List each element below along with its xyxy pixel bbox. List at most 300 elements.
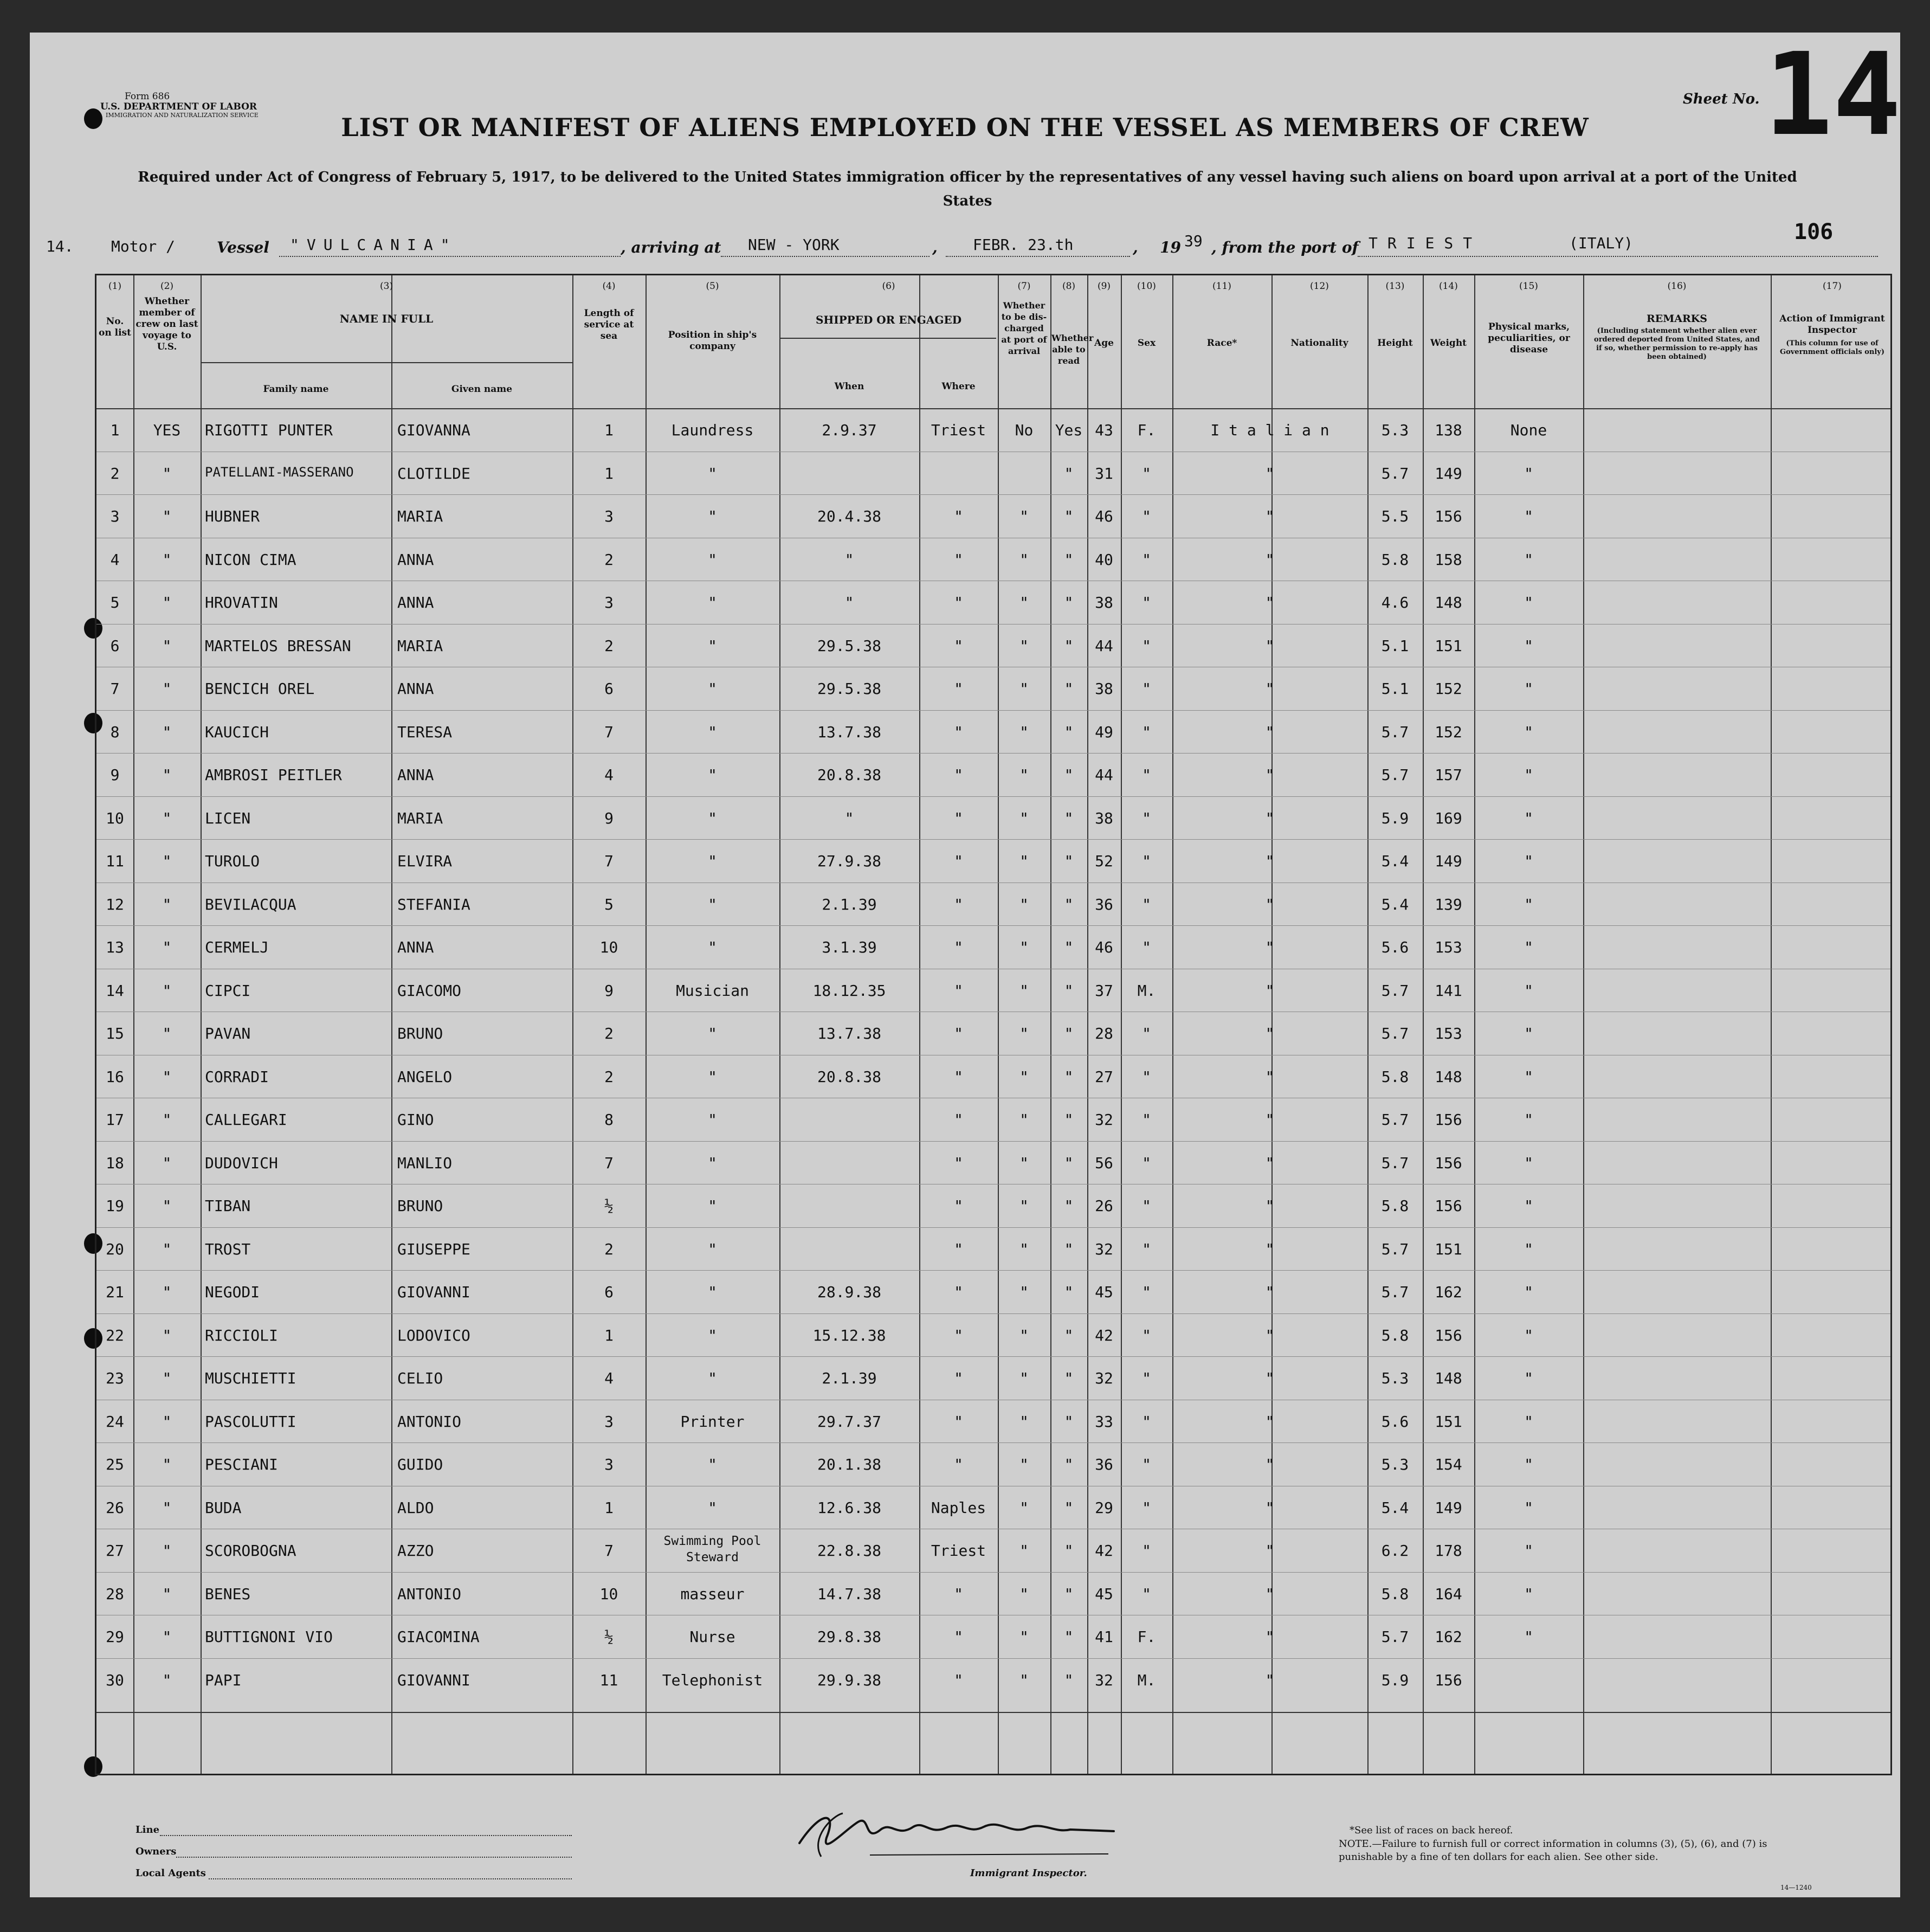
cell-physical: ": [1524, 550, 1533, 569]
cell-where: ": [954, 938, 963, 956]
cell-weight: 152: [1435, 680, 1462, 698]
cell-given: GIOVANNI: [397, 1671, 470, 1689]
cell-member: ": [162, 766, 172, 784]
cell-service: 11: [599, 1671, 618, 1689]
cell-given: GIOVANNA: [397, 421, 470, 439]
cell-read: ": [1064, 550, 1074, 569]
cell-when: 20.8.38: [817, 766, 881, 784]
cell-position: ": [708, 636, 717, 655]
cell-member: ": [162, 1498, 172, 1517]
cell-family: NEGODI: [205, 1283, 260, 1301]
cell-weight: 152: [1435, 723, 1462, 741]
cell-where: ": [954, 636, 963, 655]
shipped-subhead-line: [779, 338, 996, 339]
cell-height: 5.7: [1381, 1111, 1409, 1129]
row-divider: [96, 1313, 1890, 1314]
cell-read: ": [1064, 766, 1074, 784]
cell-physical: None: [1510, 421, 1547, 439]
cell-position: ": [708, 1025, 717, 1042]
cell-given: GIOVANNI: [397, 1283, 470, 1301]
cell-sex: ": [1142, 1025, 1151, 1042]
cell-height: 5.5: [1381, 507, 1409, 525]
cell-when: 28.9.38: [817, 1283, 881, 1301]
cell-member: ": [162, 1154, 172, 1172]
cell-age: 38: [1095, 594, 1113, 611]
cell-no: 16: [106, 1067, 124, 1086]
cell-service: 7: [604, 723, 614, 741]
cell-discharged: ": [1019, 1542, 1029, 1560]
cell-discharged: ": [1019, 938, 1029, 956]
cell-family: TUROLO: [205, 852, 260, 870]
cell-where: Triest: [931, 1542, 986, 1560]
cell-weight: 169: [1435, 809, 1462, 827]
cell-position: ": [708, 1369, 717, 1387]
cell-age: 56: [1095, 1154, 1113, 1172]
cell-age: 46: [1095, 507, 1113, 525]
cell-race: ": [1265, 809, 1275, 827]
col-num: (7): [1017, 281, 1031, 292]
cell-physical: ": [1524, 938, 1533, 956]
cell-service: 2: [604, 1025, 614, 1042]
cell-no: 15: [106, 1025, 124, 1042]
cell-family: RICCIOLI: [205, 1326, 278, 1344]
cell-race: ": [1265, 680, 1275, 698]
cell-family: DUDOVICH: [205, 1154, 278, 1172]
cell-when: ": [844, 809, 854, 827]
cell-position: Musician: [676, 981, 749, 1000]
row-divider: [96, 494, 1890, 495]
header-height: Height: [1377, 338, 1413, 349]
cell-age: 49: [1095, 723, 1113, 741]
cell-when: 29.9.38: [817, 1671, 881, 1689]
cell-no: 7: [110, 680, 120, 698]
cell-no: 2: [110, 464, 120, 482]
cell-no: 17: [106, 1111, 124, 1129]
header-remarks-sub: (Including statement whether alien ever ordered deported from United States, and if so, whether permission to re-apply has been obtained): [1594, 327, 1760, 361]
cell-race: ": [1265, 1197, 1275, 1215]
cell-read: ": [1064, 636, 1074, 655]
cell-family: KAUCICH: [205, 723, 269, 741]
cell-service: 7: [604, 852, 614, 870]
cell-discharged: ": [1019, 723, 1029, 741]
cell-race: ": [1265, 1412, 1275, 1431]
cell-member: ": [162, 1456, 172, 1473]
cell-given: ANGELO: [397, 1067, 453, 1086]
row-divider: [96, 1356, 1890, 1357]
cell-position: ": [708, 723, 717, 741]
cell-position: ": [708, 938, 717, 956]
failure-note: NOTE.—Failure to furnish full or correct information in columns (3), (5), (6), and (7) is punishable by a fine of ten dollars for each alien. See other side.: [1339, 1838, 1767, 1863]
row-divider: [96, 1141, 1890, 1142]
cell-weight: 156: [1435, 1111, 1462, 1129]
cell-sex: ": [1142, 766, 1151, 784]
col-num: (2): [160, 281, 174, 292]
cell-age: 36: [1095, 895, 1113, 913]
cell-no: 26: [106, 1498, 124, 1517]
cell-service: 10: [599, 1585, 618, 1603]
cell-height: 6.2: [1381, 1542, 1409, 1560]
cell-weight: 138: [1435, 421, 1462, 439]
col-num: (8): [1062, 281, 1076, 292]
cell-sex: ": [1142, 1456, 1151, 1473]
cell-service: 6: [604, 1283, 614, 1301]
cell-race: ": [1265, 1240, 1275, 1258]
cell-height: 5.7: [1381, 1025, 1409, 1042]
cell-sex: ": [1142, 1542, 1151, 1560]
col-num: (15): [1519, 281, 1538, 292]
cell-physical: ": [1524, 464, 1533, 482]
cell-sex: ": [1142, 1111, 1151, 1129]
cell-discharged: ": [1019, 550, 1029, 569]
signature-graphic: [789, 1805, 1125, 1865]
cell-where: ": [954, 1326, 963, 1344]
col-num: (17): [1823, 281, 1842, 292]
cell-weight: 139: [1435, 895, 1462, 913]
header-age: Age: [1094, 338, 1114, 349]
cell-height: 5.7: [1381, 981, 1409, 1000]
cell-age: 38: [1095, 809, 1113, 827]
cell-race: ": [1265, 1628, 1275, 1646]
cell-read: ": [1064, 1456, 1074, 1473]
header-discharged: Whether to be dis-charged at port of arrival: [1001, 300, 1047, 356]
header-nationality: Nationality: [1290, 338, 1348, 349]
cell-family: CALLEGARI: [205, 1111, 287, 1129]
cell-family: PASCOLUTTI: [205, 1412, 296, 1431]
cell-weight: 153: [1435, 1025, 1462, 1042]
cell-family: PATELLANI-MASSERANO: [205, 464, 354, 480]
cell-where: ": [954, 507, 963, 525]
cell-discharged: ": [1019, 1412, 1029, 1431]
cell-given: BRUNO: [397, 1025, 443, 1042]
cell-no: 20: [106, 1240, 124, 1258]
cell-where: ": [954, 1025, 963, 1042]
cell-position: masseur: [680, 1585, 745, 1603]
cell-read: ": [1064, 1369, 1074, 1387]
cell-given: MARIA: [397, 809, 443, 827]
cell-physical: ": [1524, 680, 1533, 698]
cell-height: 5.4: [1381, 895, 1409, 913]
cell-race: ": [1265, 1498, 1275, 1517]
cell-discharged: ": [1019, 594, 1029, 611]
cell-where: ": [954, 1671, 963, 1689]
cell-read: Yes: [1055, 421, 1083, 439]
cell-race: ": [1265, 507, 1275, 525]
cell-position: ": [708, 895, 717, 913]
cell-race: ": [1265, 766, 1275, 784]
col-num: (3): [379, 281, 393, 292]
cell-read: ": [1064, 809, 1074, 827]
cell-height: 5.8: [1381, 1585, 1409, 1603]
cell-where: ": [954, 895, 963, 913]
cell-member: ": [162, 938, 172, 956]
cell-family: MARTELOS BRESSAN: [205, 636, 351, 655]
cell-discharged: ": [1019, 895, 1029, 913]
cell-where: ": [954, 1111, 963, 1129]
cell-height: 5.7: [1381, 1283, 1409, 1301]
cell-given: ELVIRA: [397, 852, 453, 870]
cell-position: ": [708, 1111, 717, 1129]
cell-given: ANTONIO: [397, 1585, 462, 1603]
cell-when: ": [844, 594, 854, 611]
cell-sex: ": [1142, 809, 1151, 827]
cell-no: 30: [106, 1671, 124, 1689]
cell-no: 27: [106, 1542, 124, 1560]
cell-no: 1: [110, 421, 120, 439]
cell-sex: ": [1142, 1283, 1151, 1301]
cell-no: 9: [110, 766, 120, 784]
header-whether-member: Whether member of crew on last voyage to U.S.: [135, 296, 198, 352]
cell-when: ": [844, 550, 854, 569]
col-divider: [201, 275, 202, 1774]
cell-position: ": [708, 1154, 717, 1172]
cell-weight: 156: [1435, 1671, 1462, 1689]
col-num: (13): [1385, 281, 1405, 292]
cell-member: ": [162, 1197, 172, 1215]
cell-discharged: ": [1019, 507, 1029, 525]
cell-member: ": [162, 550, 172, 569]
cell-sex: ": [1142, 1326, 1151, 1344]
cell-height: 5.8: [1381, 1067, 1409, 1086]
cell-sex: ": [1142, 636, 1151, 655]
cell-physical: ": [1524, 1154, 1533, 1172]
cell-given: ALDO: [397, 1498, 434, 1517]
cell-physical: ": [1524, 1111, 1533, 1129]
cell-age: 41: [1095, 1628, 1113, 1646]
cell-read: ": [1064, 938, 1074, 956]
cell-height: 4.6: [1381, 594, 1409, 611]
cell-service: 3: [604, 507, 614, 525]
header-name-in-full: NAME IN FULL: [339, 312, 434, 325]
cell-age: 40: [1095, 550, 1113, 569]
cell-weight: 178: [1435, 1542, 1462, 1560]
cell-height: 5.8: [1381, 1197, 1409, 1215]
cell-physical: ": [1524, 895, 1533, 913]
cell-weight: 151: [1435, 636, 1462, 655]
cell-discharged: ": [1019, 1498, 1029, 1517]
cell-height: 5.1: [1381, 680, 1409, 698]
cell-race: ": [1265, 1154, 1275, 1172]
cell-physical: ": [1524, 1628, 1533, 1646]
cell-position: Swimming Pool Steward: [663, 1534, 761, 1564]
cell-weight: 154: [1435, 1456, 1462, 1473]
cell-height: 5.7: [1381, 464, 1409, 482]
motor-label: Motor /: [111, 237, 176, 255]
cell-member: ": [162, 852, 172, 870]
list-prefix: 14.: [46, 237, 74, 255]
cell-when: 3.1.39: [822, 938, 877, 956]
row-divider: [96, 1227, 1890, 1228]
cell-service: 2: [604, 1067, 614, 1086]
cell-race: ": [1265, 464, 1275, 482]
cell-read: ": [1064, 464, 1074, 482]
cell-family: TROST: [205, 1240, 251, 1258]
cell-where: ": [954, 1585, 963, 1603]
cell-weight: 162: [1435, 1628, 1462, 1646]
arriving-port: NEW - YORK: [748, 236, 840, 254]
cell-member: ": [162, 1283, 172, 1301]
cell-where: ": [954, 550, 963, 569]
cell-height: 5.9: [1381, 809, 1409, 827]
header-bottom-line: [96, 408, 1890, 409]
cell-race: ": [1265, 1326, 1275, 1344]
cell-weight: 151: [1435, 1412, 1462, 1431]
cell-sex: ": [1142, 1240, 1151, 1258]
header-action: Action of Immigrant Inspector: [1779, 313, 1885, 336]
cell-service: 10: [599, 938, 618, 956]
vessel-underline: [279, 256, 621, 257]
cell-age: 32: [1095, 1671, 1113, 1689]
cell-position: Printer: [680, 1412, 745, 1431]
cell-weight: 156: [1435, 1326, 1462, 1344]
header-family-name: Family name: [263, 384, 329, 395]
cell-when: 15.12.38: [812, 1326, 886, 1344]
cell-read: ": [1064, 1283, 1074, 1301]
cell-read: ": [1064, 594, 1074, 611]
cell-family: LICEN: [205, 809, 251, 827]
cell-given: TERESA: [397, 723, 453, 741]
cell-service: 1: [604, 1498, 614, 1517]
print-code: 14—1240: [1780, 1884, 1812, 1891]
cell-sex: ": [1142, 550, 1151, 569]
cell-race: ": [1265, 1111, 1275, 1129]
cell-family: CIPCI: [205, 981, 251, 1000]
cell-physical: ": [1524, 1326, 1533, 1344]
cell-weight: 153: [1435, 938, 1462, 956]
header-length-service: Length of service at sea: [584, 308, 634, 342]
cell-no: 11: [106, 852, 124, 870]
header-no-on-list: No. on list: [99, 316, 131, 338]
cell-position: ": [708, 594, 717, 611]
row-divider: [96, 1658, 1890, 1659]
cell-when: 2.1.39: [822, 895, 877, 913]
cell-family: HROVATIN: [205, 594, 278, 611]
cell-position: ": [708, 680, 717, 698]
arriving-underline: [721, 256, 930, 257]
cell-given: AZZO: [397, 1542, 434, 1560]
col-num: (16): [1667, 281, 1687, 292]
cell-physical: ": [1524, 1067, 1533, 1086]
cell-position: ": [708, 766, 717, 784]
col-num: (5): [706, 281, 719, 292]
cell-family: AMBROSI PEITLER: [205, 766, 342, 784]
header-physical: Physical marks, peculiarities, or disease: [1488, 321, 1570, 355]
cell-height: 5.7: [1381, 1628, 1409, 1646]
cell-sex: ": [1142, 1369, 1151, 1387]
cell-service: 5: [604, 895, 614, 913]
cell-member: ": [162, 1326, 172, 1344]
row-divider: [96, 753, 1890, 754]
cell-service: 9: [604, 809, 614, 827]
cell-no: 29: [106, 1628, 124, 1646]
cell-family: BENCICH OREL: [205, 680, 315, 698]
cell-sex: M.: [1137, 1671, 1156, 1689]
page-title: LIST OR MANIFEST OF ALIENS EMPLOYED ON THE VESSEL AS MEMBERS OF CREW: [341, 113, 1589, 142]
race-note: *See list of races on back hereof.: [1350, 1825, 1513, 1836]
cell-position: ": [708, 1498, 717, 1517]
cell-age: 44: [1095, 766, 1113, 784]
cell-height: 5.7: [1381, 723, 1409, 741]
cell-member: ": [162, 680, 172, 698]
cell-height: 5.8: [1381, 550, 1409, 569]
header-action-sub: (This column for use of Government officials only): [1779, 339, 1884, 356]
department: U.S. DEPARTMENT OF LABOR: [100, 101, 257, 112]
cell-where: ": [954, 680, 963, 698]
cell-service: 8: [604, 1111, 614, 1129]
cell-weight: 148: [1435, 1067, 1462, 1086]
col-num: (4): [602, 281, 616, 292]
cell-no: 21: [106, 1283, 124, 1301]
cell-read: ": [1064, 723, 1074, 741]
cell-member: ": [162, 809, 172, 827]
cell-where: ": [954, 1369, 963, 1387]
cell-weight: 149: [1435, 1498, 1462, 1517]
cell-where: ": [954, 1154, 963, 1172]
port-underline: [1358, 256, 1878, 257]
cell-family: MUSCHIETTI: [205, 1369, 296, 1387]
cell-sex: ": [1142, 938, 1151, 956]
cell-height: 5.3: [1381, 421, 1409, 439]
cell-discharged: ": [1019, 1585, 1029, 1603]
cell-race: ": [1265, 895, 1275, 913]
cell-physical: ": [1524, 1498, 1533, 1517]
cell-when: 20.1.38: [817, 1456, 881, 1473]
cell-where: ": [954, 1412, 963, 1431]
row-divider: [96, 1442, 1890, 1443]
cell-physical: ": [1524, 636, 1533, 655]
cell-given: GIACOMINA: [397, 1628, 480, 1646]
cell-when: 20.8.38: [817, 1067, 881, 1086]
cell-discharged: ": [1019, 1283, 1029, 1301]
vessel-name: "VULCANIA": [290, 236, 457, 254]
header-able-read: Whether able to read: [1051, 333, 1094, 366]
cell-position: Laundress: [671, 421, 754, 439]
cell-discharged: ": [1019, 1326, 1029, 1344]
cell-when: 13.7.38: [817, 1025, 881, 1042]
cell-given: LODOVICO: [397, 1326, 470, 1344]
cell-discharged: ": [1019, 1111, 1029, 1129]
cell-weight: 151: [1435, 1240, 1462, 1258]
cell-no: 13: [106, 938, 124, 956]
col-num: (12): [1310, 281, 1329, 292]
sheet-no-label: Sheet No.: [1683, 91, 1760, 107]
cell-race: ": [1265, 1025, 1275, 1042]
cell-family: PESCIANI: [205, 1456, 278, 1473]
cell-read: ": [1064, 507, 1074, 525]
cell-when: 27.9.38: [817, 852, 881, 870]
cell-sex: ": [1142, 1412, 1151, 1431]
cell-physical: ": [1524, 852, 1533, 870]
cell-position: ": [708, 464, 717, 482]
cell-member: ": [162, 1585, 172, 1603]
cell-physical: ": [1524, 1197, 1533, 1215]
cell-physical: ": [1524, 809, 1533, 827]
cell-sex: ": [1142, 895, 1151, 913]
cell-where: Triest: [931, 421, 986, 439]
cell-age: 42: [1095, 1542, 1113, 1560]
cell-weight: 156: [1435, 507, 1462, 525]
cell-service: 4: [604, 1369, 614, 1387]
from-port: TRIEST: [1369, 234, 1482, 252]
cell-age: 45: [1095, 1283, 1113, 1301]
cell-no: 3: [110, 507, 120, 525]
cell-member: ": [162, 636, 172, 655]
cell-race: ": [1265, 594, 1275, 611]
agents-field: [209, 1878, 572, 1879]
cell-discharged: No: [1015, 421, 1034, 439]
cell-discharged: ": [1019, 852, 1029, 870]
row-divider: [96, 710, 1890, 711]
cell-service: 2: [604, 636, 614, 655]
